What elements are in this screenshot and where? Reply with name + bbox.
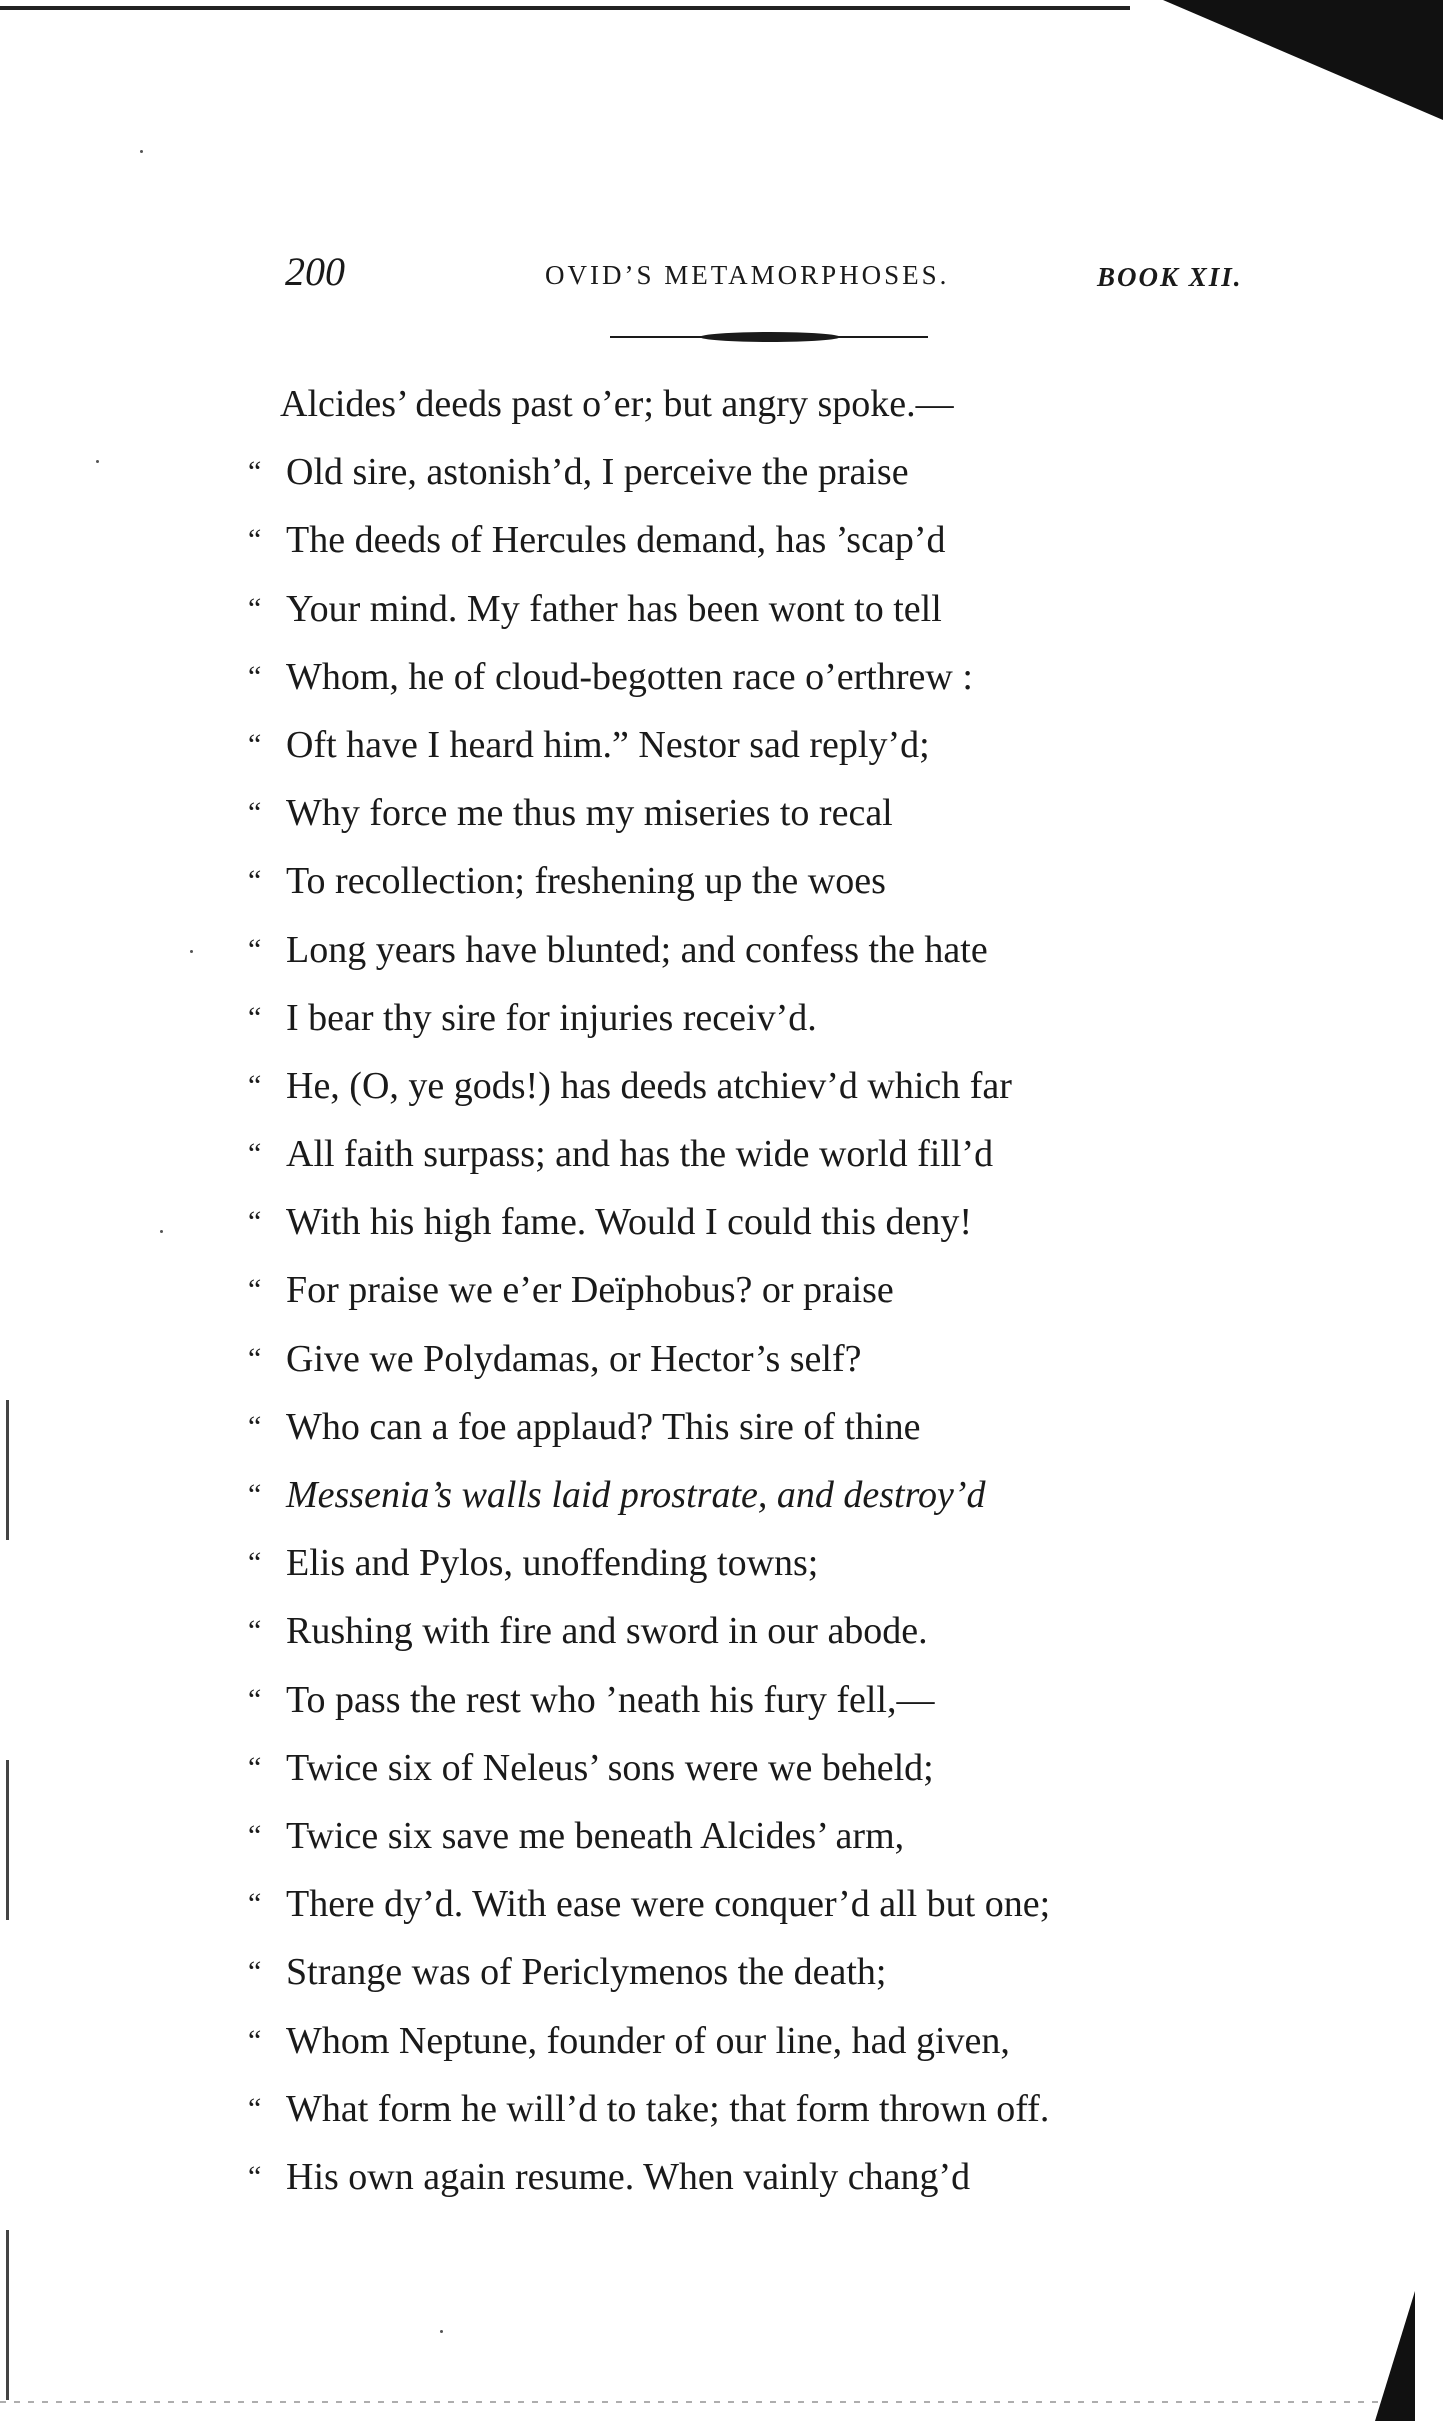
quote-mark: “ [248, 1341, 262, 1375]
quote-mark: “ [248, 2159, 262, 2193]
quote-mark: “ [248, 2023, 262, 2057]
quote-mark: “ [248, 2091, 262, 2125]
verse-text: Your mind. My father has been wont to tell [286, 587, 942, 630]
verse-text: The deeds of Hercules demand, has ’scap’d [286, 519, 946, 562]
page-bottom-fold [1375, 2291, 1415, 2421]
verse-line [248, 984, 1248, 1052]
quote-mark: “ [248, 1068, 262, 1102]
verse-line-first [248, 370, 1248, 438]
quote-mark: “ [248, 1000, 262, 1034]
ornament-rule [610, 332, 928, 342]
verse-line [248, 506, 1248, 574]
verse-line [248, 2143, 1248, 2211]
quote-mark: “ [248, 727, 262, 761]
verse-text: His own again resume. When vainly chang’d [286, 2155, 971, 2198]
verse-text: Whom Neptune, founder of our line, had given, [286, 2019, 1010, 2062]
quote-mark: “ [248, 1750, 262, 1784]
verse-text: He, (O, ye gods!) has deeds atchiev’d which far [286, 1064, 1012, 1107]
verse-line [248, 1120, 1248, 1188]
verse-text: There dy’d. With ease were conquer’d all but one; [286, 1883, 1051, 1926]
binding-mark [6, 2230, 9, 2400]
quote-mark: “ [248, 796, 262, 830]
verse-line [248, 1597, 1248, 1665]
verse-text: Strange was of Periclymenos the death; [286, 1951, 887, 1994]
verse-text: Oft have I heard him.” Nestor sad reply’d; [286, 723, 930, 766]
quote-mark: “ [248, 864, 262, 898]
verse-line [248, 1461, 1248, 1529]
verse-line [248, 711, 1248, 779]
quote-mark: “ [248, 455, 262, 489]
ink-speck [160, 1230, 163, 1233]
quote-mark: “ [248, 1546, 262, 1580]
verse-text: Why force me thus my miseries to recal [286, 792, 893, 835]
verse-line [248, 2007, 1248, 2075]
verse-text: Elis and Pylos, unoffending towns; [286, 1542, 819, 1585]
quote-mark: “ [248, 1955, 262, 1989]
verse-line [248, 1870, 1248, 1938]
ink-speck [96, 460, 99, 463]
verse-line [248, 1734, 1248, 1802]
verse-text: Alcides’ deeds past o’er; but angry spoke.— [280, 383, 954, 425]
verse-line [248, 916, 1248, 984]
verse-line [248, 438, 1248, 506]
verse-text: I bear thy sire for injuries receiv’d. [286, 996, 817, 1039]
binding-mark [6, 1760, 9, 1920]
verse-line [248, 2075, 1248, 2143]
verse-line [248, 1052, 1248, 1120]
quote-mark: “ [248, 1818, 262, 1852]
book-label: BOOK XII. [1097, 262, 1243, 292]
verse-text: What form he will’d to take; that form thrown off. [286, 2087, 1050, 2130]
verse-text: To recollection; freshening up the woes [286, 860, 886, 903]
quote-mark: “ [248, 1137, 262, 1171]
quote-mark: “ [248, 1273, 262, 1307]
verse-text: Long years have blunted; and confess the hate [286, 928, 988, 971]
verse-line [248, 1938, 1248, 2006]
verse-line [248, 1393, 1248, 1461]
verse-text: Twice six of Neleus’ sons were we beheld; [286, 1746, 934, 1789]
quote-mark: “ [248, 1409, 262, 1443]
ink-speck [190, 950, 193, 953]
verse-text: For praise we e’er Deïphobus? or praise [286, 1269, 894, 1312]
verse-text: Old sire, astonish’d, I perceive the praise [286, 451, 909, 494]
quote-mark: “ [248, 1614, 262, 1648]
verse-text: All faith surpass; and has the wide world fill’d [286, 1133, 994, 1176]
verse-line [248, 643, 1248, 711]
verse-line [248, 575, 1248, 643]
verse-line [248, 1256, 1248, 1324]
ink-speck [140, 150, 143, 153]
verse-line [248, 1188, 1248, 1256]
quote-mark: “ [248, 1887, 262, 1921]
verse-text: Twice six save me beneath Alcides’ arm, [286, 1814, 905, 1857]
page-number: 200 [285, 249, 345, 294]
quote-mark: “ [248, 523, 262, 557]
rule-swell [700, 332, 840, 342]
verse-text: Rushing with fire and sword in our abode. [286, 1610, 928, 1653]
verse-text: Give we Polydamas, or Hector’s self? [286, 1337, 862, 1380]
quote-mark: “ [248, 591, 262, 625]
quote-mark: “ [248, 659, 262, 693]
verse-line [248, 1325, 1248, 1393]
running-head [285, 248, 1295, 308]
scan-bottom-edge [0, 2401, 1380, 2403]
ink-speck [440, 2330, 443, 2333]
quote-mark: “ [248, 1205, 262, 1239]
verse-text: Who can a foe applaud? This sire of thine [286, 1405, 921, 1448]
verse-text: Messenia’s walls laid prostrate, and destroy’d [286, 1474, 986, 1516]
quote-mark: “ [248, 932, 262, 966]
scan-top-edge [0, 6, 1130, 10]
binding-mark [6, 1400, 9, 1540]
verse-block [248, 370, 1248, 2211]
verse-text: To pass the rest who ’neath his fury fell,— [286, 1678, 935, 1721]
verse-text: Whom, he of cloud-begotten race o’erthrew : [286, 655, 973, 698]
verse-line [248, 1666, 1248, 1734]
page-corner-fold [1163, 0, 1443, 120]
quote-mark: “ [248, 1682, 262, 1716]
verse-line [248, 1529, 1248, 1597]
verse-line [248, 847, 1248, 915]
quote-mark: “ [248, 1478, 262, 1511]
verse-line [248, 779, 1248, 847]
verse-text: With his high fame. Would I could this deny! [286, 1201, 973, 1244]
running-title: OVID’S METAMORPHOSES. [545, 260, 950, 290]
verse-line [248, 1802, 1248, 1870]
